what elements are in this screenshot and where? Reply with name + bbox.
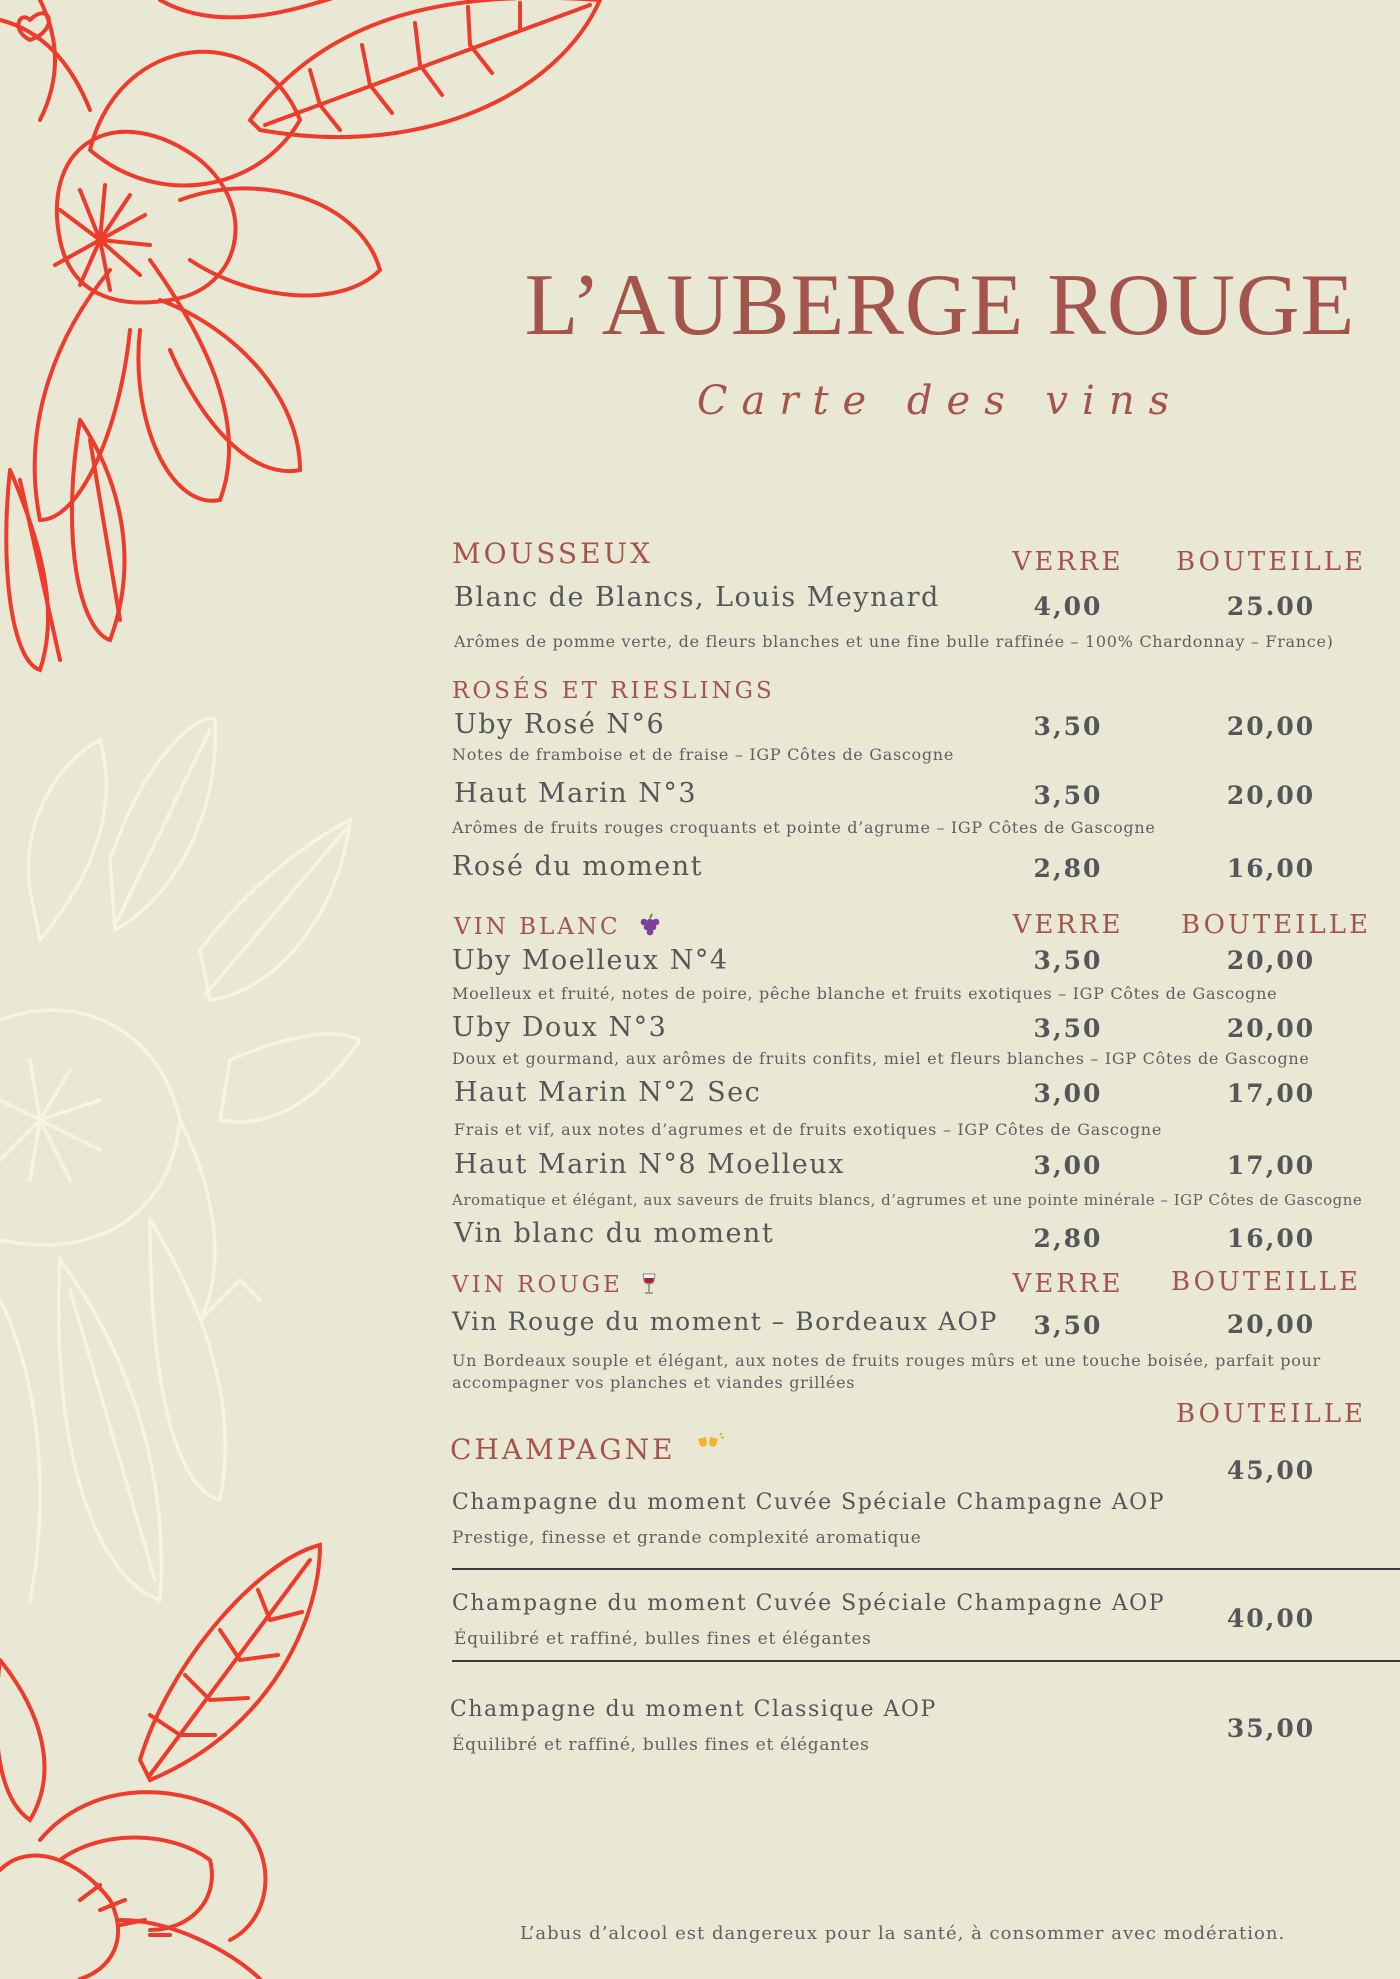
glass-price: 3,50 (1033, 712, 1103, 741)
health-warning: L’abus d’alcool est dangereux pour la santé, à consommer avec modération. (520, 1923, 1286, 1944)
bottle-price: 16,00 (1226, 854, 1316, 883)
wine-name: Champagne du moment Cuvée Spéciale Champagne AOP (452, 1591, 1166, 1616)
bottle-price: 20,00 (1226, 712, 1316, 741)
glass-price: 3,50 (1033, 1014, 1103, 1043)
wine-description: Aromatique et élégant, aux saveurs de fruits blancs, d’agrumes et une pointe minérale – IGP Côtes de Gascogne (452, 1191, 1363, 1209)
column-header-glass: VERRE (1012, 910, 1124, 940)
wine-description: Équilibré et raffiné, bulles fines et élégantes (454, 1629, 872, 1649)
section-title-vin-blanc: VIN BLANC (454, 913, 661, 940)
floral-bottom-left-decoration (0, 1540, 340, 1979)
column-header-bottle: BOUTEILLE (1176, 1399, 1366, 1429)
wine-name: Vin blanc du moment (454, 1218, 775, 1249)
wine-description: Arômes de fruits rouges croquants et pointe d’agrume – IGP Côtes de Gascogne (452, 818, 1156, 837)
section-title-mousseux: MOUSSEUX (452, 537, 654, 570)
column-header-bottle: BOUTEILLE (1181, 910, 1371, 940)
wine-description: Notes de framboise et de fraise – IGP Côtes de Gascogne (452, 745, 954, 764)
bottle-price: 35,00 (1226, 1714, 1316, 1743)
glass-price: 3,00 (1033, 1079, 1103, 1108)
wine-glass-icon (639, 1272, 659, 1296)
wine-description: accompagner vos planches et viandes grillées (452, 1373, 856, 1392)
column-header-bottle: BOUTEILLE (1176, 547, 1366, 577)
grapes-icon (637, 913, 661, 937)
wine-name: Haut Marin N°3 (454, 778, 698, 809)
section-title-roses: ROSÉS ET RIESLINGS (452, 678, 775, 704)
glass-price: 2,80 (1033, 854, 1103, 883)
wine-name: Champagne du moment Classique AOP (450, 1697, 937, 1722)
glass-price: 2,80 (1033, 1224, 1103, 1253)
wine-name: Haut Marin N°8 Moelleux (454, 1149, 845, 1180)
wine-name: Uby Rosé N°6 (454, 709, 666, 740)
section-title-champagne: CHAMPAGNE (450, 1433, 725, 1466)
wine-name: Rosé du moment (452, 851, 703, 882)
wine-name: Uby Doux N°3 (452, 1012, 668, 1043)
divider-line (452, 1568, 1400, 1570)
divider-line (452, 1660, 1400, 1662)
clinking-glasses-icon (695, 1433, 725, 1457)
wine-description: Un Bordeaux souple et élégant, aux notes de fruits rouges mûrs et une touche boisée, parfait pour (452, 1351, 1321, 1370)
restaurant-title: L’AUBERGE ROUGE (524, 257, 1356, 354)
menu-subtitle: Carte des vins (696, 378, 1184, 424)
bottle-price: 25.00 (1226, 592, 1316, 621)
glass-price: 3,50 (1033, 946, 1103, 975)
column-header-bottle: BOUTEILLE (1171, 1267, 1361, 1297)
wine-description: Frais et vif, aux notes d’agrumes et de fruits exotiques – IGP Côtes de Gascogne (454, 1120, 1162, 1139)
bottle-price: 16,00 (1226, 1224, 1316, 1253)
wine-description: Prestige, finesse et grande complexité aromatique (452, 1528, 922, 1548)
bottle-price: 45,00 (1226, 1456, 1316, 1485)
glass-price: 4,00 (1033, 592, 1103, 621)
wine-name: Uby Moelleux N°4 (452, 945, 729, 976)
glass-price: 3,50 (1033, 781, 1103, 810)
bottle-price: 17,00 (1226, 1151, 1316, 1180)
wine-description: Arômes de pomme verte, de fleurs blanches et une fine bulle raffinée – 100% Chardonnay – France) (454, 632, 1334, 651)
bottle-price: 20,00 (1226, 1014, 1316, 1043)
floral-middle-left-decoration (0, 700, 360, 1680)
wine-name: Vin Rouge du moment – Bordeaux AOP (452, 1307, 998, 1336)
glass-price: 3,00 (1033, 1151, 1103, 1180)
column-header-glass: VERRE (1012, 547, 1124, 577)
bottle-price: 20,00 (1226, 781, 1316, 810)
bottle-price: 17,00 (1226, 1079, 1316, 1108)
bottle-price: 20,00 (1226, 946, 1316, 975)
column-header-glass: VERRE (1012, 1269, 1124, 1299)
section-title-vin-rouge: VIN ROUGE (452, 1272, 659, 1298)
wine-description: Équilibré et raffiné, bulles fines et élégantes (452, 1735, 870, 1755)
wine-name: Blanc de Blancs, Louis Meynard (454, 582, 940, 613)
glass-price: 3,50 (1033, 1311, 1103, 1340)
wine-description: Doux et gourmand, aux arômes de fruits confits, miel et fleurs blanches – IGP Côtes de Gascogne (452, 1049, 1310, 1068)
bottle-price: 40,00 (1226, 1604, 1316, 1633)
wine-name: Champagne du moment Cuvée Spéciale Champagne AOP (452, 1490, 1166, 1515)
wine-name: Haut Marin N°2 Sec (454, 1077, 762, 1108)
bottle-price: 20,00 (1226, 1310, 1316, 1339)
wine-description: Moelleux et fruité, notes de poire, pêche blanche et fruits exotiques – IGP Côtes de Gascogne (452, 984, 1278, 1003)
